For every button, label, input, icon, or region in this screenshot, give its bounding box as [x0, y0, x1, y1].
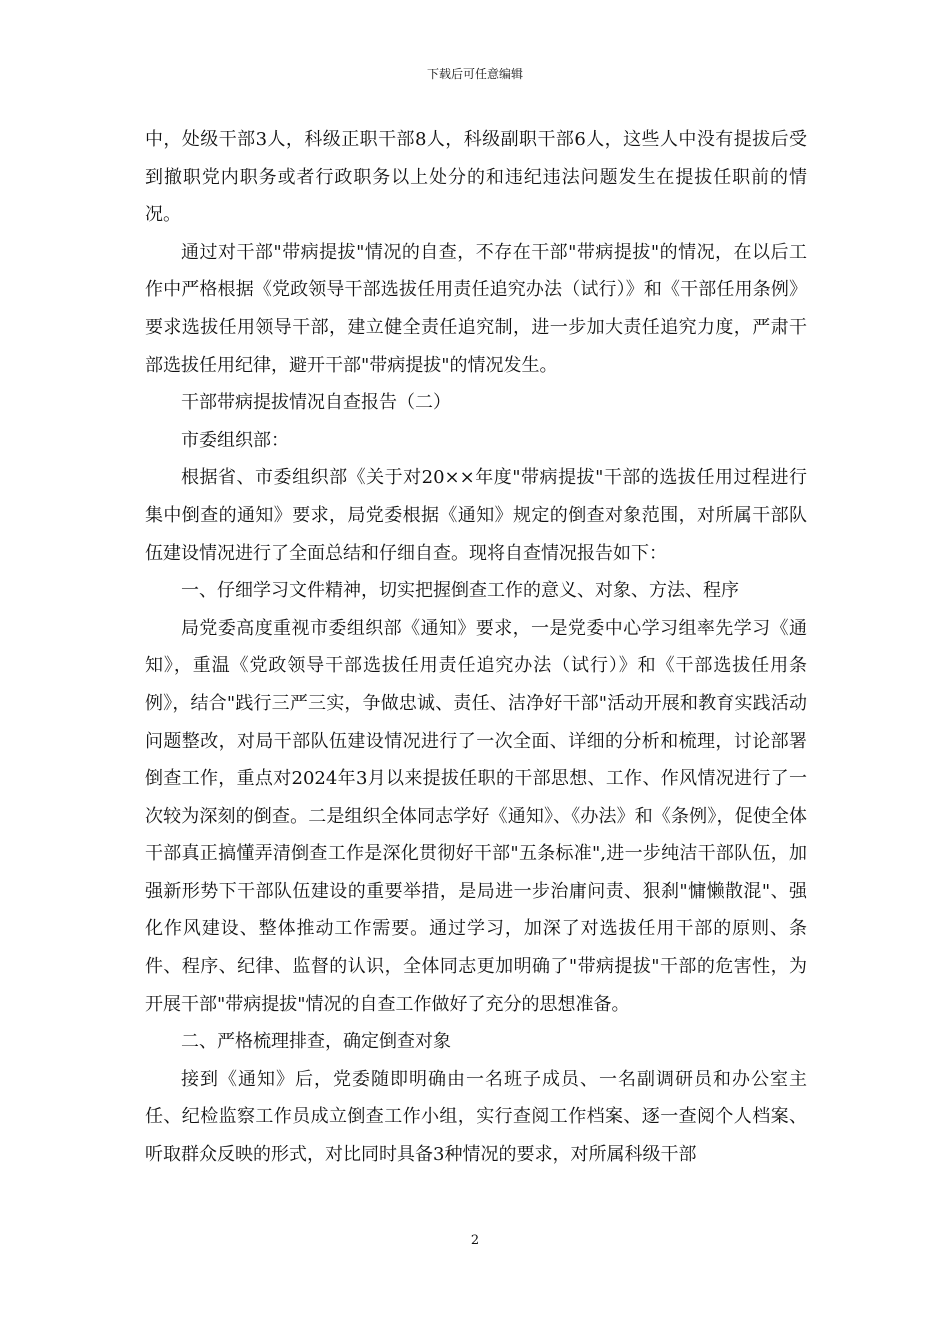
paragraph-2: 通过对干部"带病提拔"情况的自查，不存在干部"带病提拔"的情况，在以后工作中严格根据《党政领导干部选拔任用责任追究办法（试行）》和《干部任用条例》要求选拔任用领导干部，建立健全责任追究制，进一步加大责任追究力度，严肃干部选拔任用纪律，避开干部"带病提拔"的情况发生。 — [145, 241, 807, 376]
paragraph-1: 中，处级干部3人，科级正职干部8人，科级副职干部6人，这些人中没有提拔后受到撤职党内职务或者行政职务以上处分的和违纪违法问题发生在提拔任职前的情况。 — [145, 129, 807, 226]
section-heading-1: 一、仔细学习文件精神，切实把握倒查工作的意义、对象、方法、程序 — [181, 580, 739, 602]
section-heading-2: 二、严格梳理排查，确定倒查对象 — [181, 1031, 451, 1053]
document-body — [145, 121, 807, 1174]
paragraph-section-2: 接到《通知》后，党委随即明确由一名班子成员、一名副调研员和办公室主任、纪检监察工作员成立倒查工作小组，实行查阅工作档案、逐一查阅个人档案、听取群众反映的形式，对比同时具备3种情况的要求，对所属科级干部 — [145, 1068, 807, 1166]
page-header: 下载后可任意编辑 — [426, 67, 523, 81]
paragraph-intro: 根据省、市委组织部《关于对20××年度"带病提拔"干部的选拔任用过程进行集中倒查的通知》要求，局党委根据《通知》规定的倒查对象范围，对所属干部队伍建设情况进行了全面总结和仔细自查。现将自查情况报告如下： — [145, 467, 807, 564]
page-number: 2 — [470, 1233, 480, 1248]
salutation: 市委组织部： — [181, 429, 289, 451]
report-title: 干部带病提拔情况自查报告（二） — [181, 392, 451, 414]
paragraph-section-1: 局党委高度重视市委组织部《通知》要求，一是党委中心学习组率先学习《通知》，重温《党政领导干部选拔任用责任追究办法（试行）》和《干部选拔任用条例》，结合"践行三严三实，争做忠诚、责任、洁净好干部"活动开展和教育实践活动问题整改，对局干部队伍建设情况进行了一次全面、详细的分析和梳理，讨论部署倒查工作，重点对2024年3月以来提拔任职的干部思想、工作、作风情况进行了一次较为深刻的倒查。二是组织全体同志学好《通知》、《办法》和《条例》，促使全体干部真正搞懂弄清倒查工作是深化贯彻好干部"五条标准",进一步纯洁干部队伍，加强新形势下干部队伍建设的重要举措，是局进一步治庸问责、狠刹"慵懒散混"、强化作风建设、整体推动工作需要。通过学习，加深了对选拔任用干部的原则、条件、程序、纪律、监督的认识，全体同志更加明确了"带病提拔"干部的危害性，为开展干部"带病提拔"情况的自查工作做好了充分的思想准备。 — [145, 617, 807, 1015]
